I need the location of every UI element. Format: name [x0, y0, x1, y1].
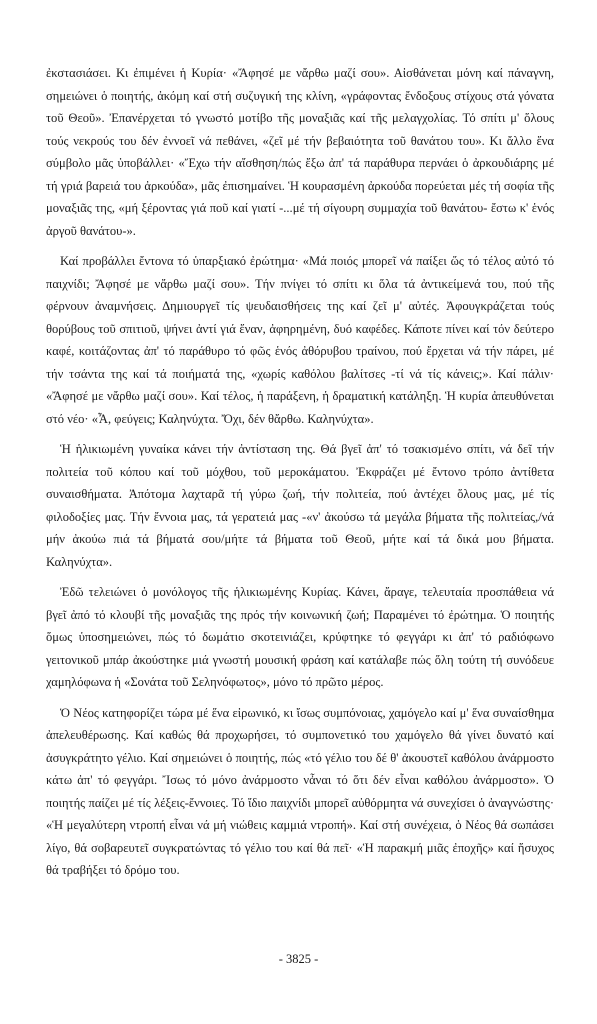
- page-number: - 3825 -: [278, 952, 319, 966]
- paragraph-4: Ἐδῶ τελειώνει ὁ μονόλογος τῆς ἡλικιωμένης Κυρίας. Κάνει, ἄραγε, τελευταία προσπάθεια νά βγεῖ ἀπό τό κλουβί τῆς μοναξιᾶς της πρός τήν κοινωνική ζωή; Παραμένει τό ἐρώτημα. Ὁ ποιητής ὅμως ὑποσημειώνει, πώς τό δωμάτιο σκοτεινιάζει, κρύφτηκε τό φεγγάρι κι ἀπ' τό ραδιόφωνο γειτονικοῦ μπάρ ἀκούστηκε μιά γνωστή μουσική φράση καί κατάλαβε πώς ὅλη τούτη τή συνόδευε χαμηλόφωνα ἡ «Σονάτα τοῦ Σεληνόφωτος», μόνο τό πρῶτο μέρος.: [46, 585, 554, 689]
- body-text: [46, 62, 554, 890]
- paragraph-1: ἐκστασιάσει. Κι ἐπιμένει ἡ Κυρία· «Ἄφησέ με νἄρθω μαζί σου». Αἰσθάνεται μόνη καί πάναγνη, σημειώνει ὁ ποιητής, ἀκόμη καί στή συζυγική της κλίνη, «γράφοντας ἔνδοξους στίχους στά γόνατα τοῦ Θεοῦ». Ἐπανέρχεται τό γνωστό μοτίβο τῆς μοναξιᾶς καί τῆς μελαγχολίας. Τό σπίτι μ' ὅλους τούς νεκρούς του δέν ἐννοεῖ νά πεθάνει, «ζεῖ μέ τήν βεβαιότητα τοῦ θανάτου του». Κι ἄλλο ἕνα σύμβολο μᾶς ὑποβάλλει· «Ἔχω τήν αἴσθηση/πώς ἔξω ἀπ' τά παράθυρα περνάει ὁ ἀρκουδιάρης μέ τή γριά βαρειά του ἀρκούδα», μᾶς ἐπισημαίνει. Ἡ κουρασμένη ἀρκούδα πορεύεται μές τή σοφία τῆς μοναξιᾶς της, «μή ξέροντας γιά ποῦ καί γιατί -...μέ τή σίγουρη συμμαχία τοῦ θανάτου- ἔστω κ' ἑνός ἀργοῦ θανάτου-».: [46, 66, 554, 238]
- paragraph-2: Καί προβάλλει ἔντονα τό ὑπαρξιακό ἐρώτημα· «Μά ποιός μπορεῖ νά παίξει ὥς τό τέλος αὐτό τό παιχνίδι; Ἄφησέ με νἄρθω μαζί σου». Τήν πνίγει τό σπίτι κι ὅλα τά ἀντικείμενά του, πού τῆς φέρνουν ἀναμνήσεις. Δημιουργεῖ τίς ψευδαισθήσεις της καί ζεῖ μ' αὐτές. Ἀφουγκράζεται τούς θορύβους τοῦ σπιτιοῦ, ψήνει ἀντί γιά ἕναν, ἀφηρημένη, δυό καφέδες. Κάποτε πίνει καί τόν δεύτερο καφέ, κοιτάζοντας ἀπ' τό παράθυρο τό φῶς ἑνός ἀθόρυβου τραίνου, πού ἔρχεται νά τήν πάρει, μέ τήν τσάντα της καί τά ποιήματά της, «χωρίς καθόλου βαλίτσες -τί νά τίς κάνεις;». Καί πάλιν· «Ἄφησέ με νἄρθω μαζί σου». Καί τέλος, ἡ παράξενη, ἡ δραματική κατάληξη. Ἡ κυρία ἀπευθύνεται στό νέο· «Ἆ, φεύγεις; Καληνύχτα. Ὄχι, δέν θἄρθω. Καληνύχτα».: [46, 254, 554, 426]
- paragraph-5: Ὁ Νέος κατηφορίζει τώρα μέ ἕνα εἰρωνικό, κι ἴσως συμπόνοιας, χαμόγελο καί μ' ἕνα συναίσθημα ἀπελευθέρωσης. Καί καθώς θά προχωρήσει, τό συμπονετικό του χαμόγελο θά γίνει δυνατό καί ἀσυγκράτητο γέλιο. Καί σημειώνει ὁ ποιητής, πώς «τό γέλιο του δέ θ' ἀκουστεῖ καθόλου ἀνάρμοστο κάτω ἀπ' τό φεγγάρι. Ἴσως τό μόνο ἀνάρμοστο νἆναι τό ὅτι δέν εἶναι καθόλου ἀνάρμοστο». Ὁ ποιητής παίζει μέ τίς λέξεις-ἔννοιες. Τό ἴδιο παιχνίδι μπορεῖ αὐθόρμητα νά συνεχίσει ὁ ἀναγνώστης· «Ἡ μεγαλύτερη ντροπή εἶναι νά μή νιώθεις καμμιά ντροπή». Καί στή συνέχεια, ὁ Νέος θά σωπάσει λίγο, θά σοβαρευτεῖ συγκρατώντας τό γέλιο του καί θά πεῖ· «Ἡ παρακμή μιᾶς ἐποχῆς» καί ἥσυχος θά τραβήξει τό δρόμο του.: [46, 705, 554, 877]
- paragraph-3: Ἡ ἡλικιωμένη γυναίκα κάνει τήν ἀντίσταση της. Θά βγεῖ ἀπ' τό τσακισμένο σπίτι, νά δεῖ τήν πολιτεία τοῦ κόπου καί τοῦ μόχθου, τοῦ μεροκάματου. Ἐκφράζει μέ ἔντονο τρόπο ἀντίθετα συναισθήματα. Ἀπότομα λαχταρᾶ τή γύρω ζωή, τήν πολιτεία, πού ἀντέχει ὅλους μας, μέ τίς φιλοδοξίες μας. Τήν ἔννοια μας, τά γερατειά μας -«ν' ἀκούσω τά μεγάλα βήματα τῆς πολιτείας,/νά μήν ἀκούω πιά τά βήματά σου/μήτε τά βήματα τοῦ Θεοῦ, μήτε καί τά δικά μου βήματα. Καληνύχτα».: [46, 442, 554, 569]
